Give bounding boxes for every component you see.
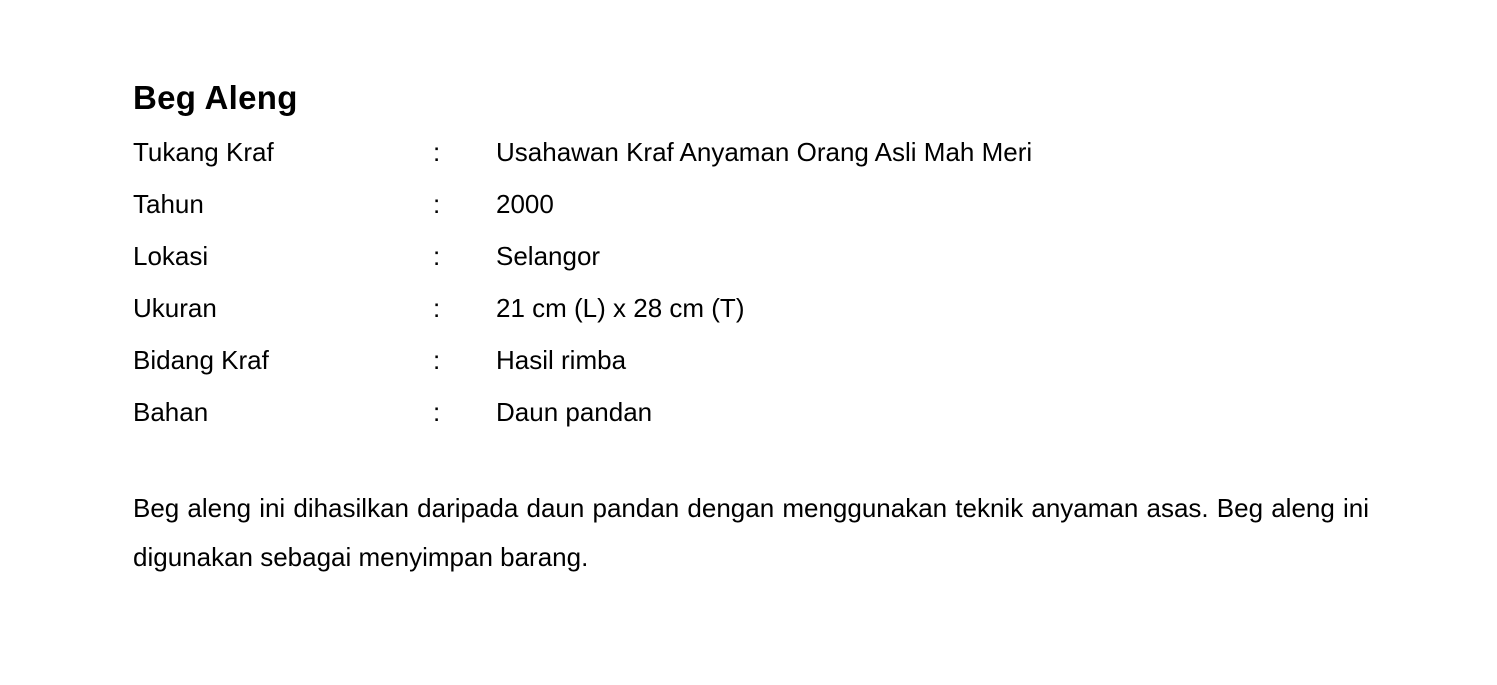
spec-value: 21 cm (L) x 28 cm (T) <box>496 292 745 323</box>
spec-label: Bidang Kraf <box>133 344 269 375</box>
table-row <box>133 282 1356 334</box>
description-block <box>133 484 1369 582</box>
table-row <box>133 126 1356 178</box>
spec-value: Daun pandan <box>496 396 653 427</box>
spec-label: Tukang Kraf <box>133 136 274 167</box>
table-row <box>133 334 1356 386</box>
spec-separator: : <box>433 188 441 219</box>
spec-separator: : <box>433 396 441 427</box>
spec-value: 2000 <box>496 188 554 219</box>
spec-separator: : <box>433 136 441 167</box>
spec-separator: : <box>433 240 441 271</box>
table-row <box>133 178 1356 230</box>
description-text: Beg aleng ini dihasilkan daripada daun pandan dengan menggunakan teknik anyaman asas. Beg aleng ini digunakan sebagai menyimpan barang. <box>133 492 1369 572</box>
spec-label: Lokasi <box>133 240 209 271</box>
table-row <box>133 386 1356 438</box>
spec-label: Bahan <box>133 396 209 427</box>
spec-separator: : <box>433 292 441 323</box>
table-row <box>133 230 1356 282</box>
spec-value: Hasil rimba <box>496 344 627 375</box>
specification-table <box>133 126 1356 438</box>
spec-value: Usahawan Kraf Anyaman Orang Asli Mah Meri <box>496 136 1033 167</box>
spec-label: Tahun <box>133 188 204 219</box>
spec-separator: : <box>433 344 441 375</box>
spec-value: Selangor <box>496 240 601 271</box>
page-title: Beg Aleng <box>133 79 298 116</box>
document-content <box>133 78 1373 582</box>
spec-label: Ukuran <box>133 292 217 323</box>
